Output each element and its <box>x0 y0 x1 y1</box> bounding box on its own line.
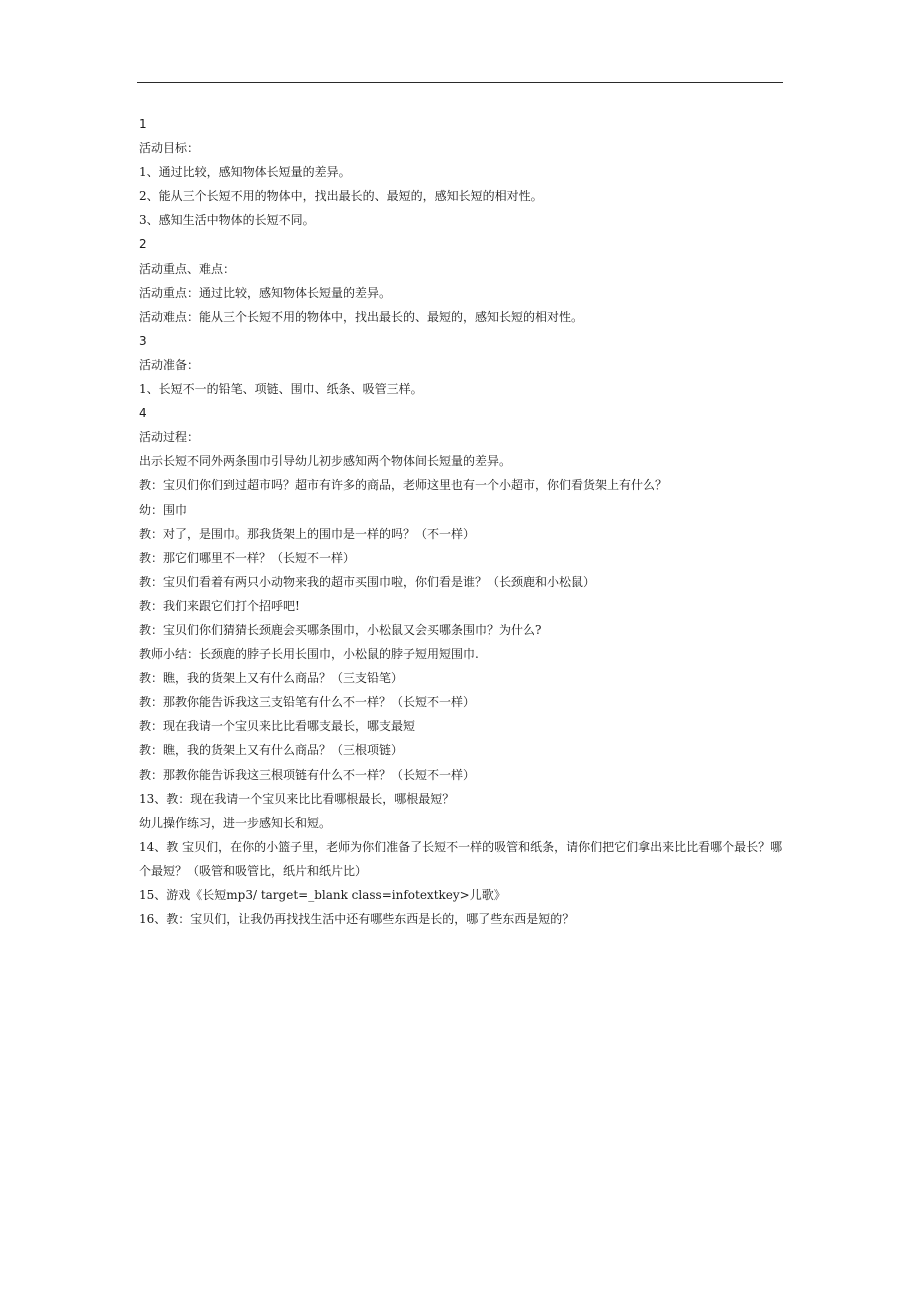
section-heading: 活动准备： <box>139 357 200 372</box>
section-heading: 活动重点、难点： <box>139 261 236 276</box>
text-line: 教：宝贝们看着有两只小动物来我的超市买围巾啦，你们看是谁？（长颈鹿和小松鼠） <box>139 574 596 589</box>
text-line: 13、教：现在我请一个宝贝来比比看哪根最长，哪根最短？ <box>139 791 455 806</box>
text-line: 教：瞧，我的货架上又有什么商品？（三支铅笔） <box>139 671 404 686</box>
text-line: 活动重点：通过比较，感知物体长短量的差异。 <box>139 285 392 300</box>
text-line: 教：宝贝们你们到过超市吗？超市有许多的商品，老师这里也有一个小超市，你们看货架上有什么？ <box>139 478 668 493</box>
text-line: 教：那教你能告诉我这三支铅笔有什么不一样？（长短不一样） <box>139 695 476 710</box>
text-line: 教：那它们哪里不一样？（长短不一样） <box>139 550 356 565</box>
text-line: 教：宝贝们你们猜猜长颈鹿会买哪条围巾，小松鼠又会买哪条围巾？为什么? <box>139 622 542 637</box>
section-heading: 活动目标： <box>139 141 200 156</box>
text-line: 教：对了，是围巾。那我货架上的围巾是一样的吗？（不一样） <box>139 526 476 541</box>
text-line: 出示长短不同外两条围巾引导幼儿初步感知两个物体间长短量的差异。 <box>139 454 512 469</box>
text-line: 15、游戏《长短mp3/ target=_blank class=infotextkey>儿歌》 <box>139 888 506 902</box>
text-line: 教：现在我请一个宝贝来比比看哪支最长，哪支最短 <box>139 719 416 734</box>
text-line: 教：瞧，我的货架上又有什么商品？（三根项链） <box>139 743 404 758</box>
text-line: 1、通过比较，感知物体长短量的差异。 <box>139 165 351 180</box>
text-paragraph-wrapped: 14、教 宝贝们，在你的小篮子里，老师为你们准备了长短不一样的吸管和纸条，请你们把它们拿出来比比看哪个最长？哪个最短？（吸管和吸管比，纸片和纸片比） <box>139 839 783 878</box>
text-line: 教师小结：长颈鹿的脖子长用长围巾，小松鼠的脖子短用短围巾. <box>139 647 479 662</box>
text-line: 1、长短不一的铅笔、项链、围巾、纸条、吸管三样。 <box>139 382 423 397</box>
section-heading: 活动过程： <box>139 430 200 445</box>
section-number: 3 <box>139 333 147 348</box>
text-line: 幼：围巾 <box>139 502 188 517</box>
section-number: 2 <box>139 237 147 252</box>
text-line: 幼儿操作练习，进一步感知长和短。 <box>139 815 332 830</box>
text-line: 教：那教你能告诉我这三根项链有什么不一样？（长短不一样） <box>139 767 476 782</box>
document-body <box>139 112 789 931</box>
header-rule <box>137 82 783 83</box>
text-line: 16、教：宝贝们，让我仍再找找生活中还有哪些东西是长的，哪了些东西是短的？ <box>139 912 575 927</box>
text-line: 教：我们来跟它们打个招呼吧! <box>139 598 300 613</box>
section-number: 1 <box>139 117 147 131</box>
text-line: 3、感知生活中物体的长短不同。 <box>139 213 315 228</box>
section-number: 4 <box>139 406 147 421</box>
text-line: 活动难点：能从三个长短不用的物体中，找出最长的、最短的，感知长短的相对性。 <box>139 309 584 324</box>
text-line: 2、能从三个长短不用的物体中，找出最长的、最短的，感知长短的相对性。 <box>139 189 543 204</box>
